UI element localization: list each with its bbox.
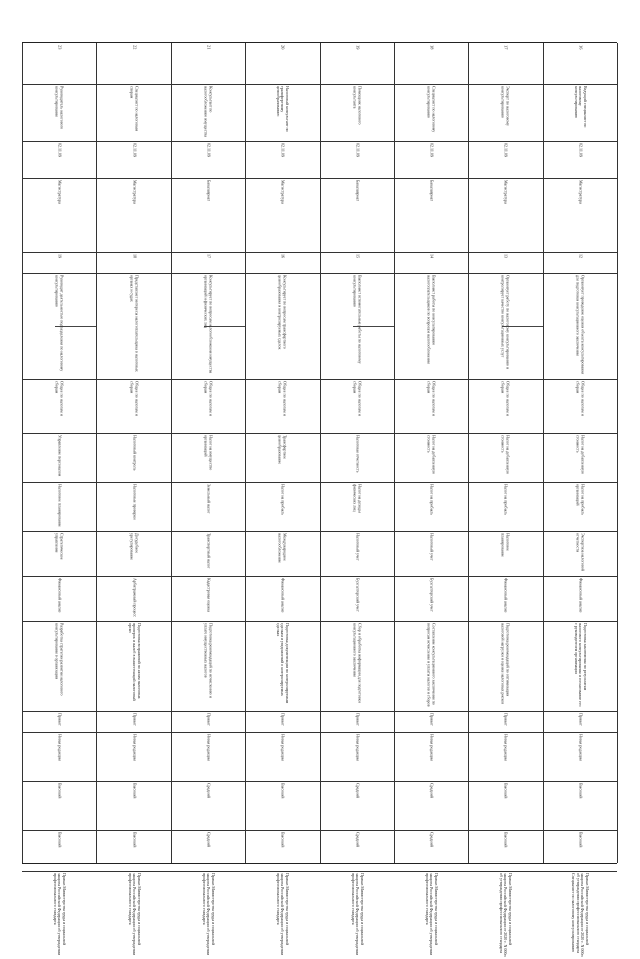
table-cell-c8 bbox=[322, 484, 392, 529]
table-cell-c9 bbox=[24, 533, 94, 574]
cell-text: Выполняет работы по консультированию налогоплательщиков по вопросам налогообложения bbox=[427, 274, 437, 364]
table-cell-c11 bbox=[24, 623, 94, 709]
table-cell-code bbox=[173, 143, 243, 176]
cell-text: Приказ Министерства труда и социальной защиты Российской Федерации об утверждении профессионального стандарта bbox=[424, 873, 439, 956]
table-cell-nid bbox=[173, 254, 243, 271]
cell-text: Ведущий специалист по налоговому консультированию bbox=[573, 86, 588, 128]
cell-text: 02.11.09 bbox=[206, 143, 212, 158]
cell-text: Досудебное урегулирование bbox=[129, 532, 140, 560]
cell-text: Трансфертное ценообразование bbox=[278, 434, 288, 464]
table-cell-c9 bbox=[247, 533, 317, 574]
table-cell-c14 bbox=[396, 783, 466, 828]
cell-text: 02.11.09 bbox=[57, 143, 63, 158]
table-cell-level bbox=[247, 180, 317, 250]
table-cell-nid bbox=[396, 254, 466, 271]
cell-text: Общее по налогам и сборам bbox=[352, 381, 363, 416]
table-cell-c12 bbox=[24, 713, 94, 730]
table-cell-c10 bbox=[470, 578, 540, 619]
row-separator bbox=[394, 43, 395, 863]
table-cell-level bbox=[396, 180, 466, 250]
cell-text: Принят bbox=[354, 713, 360, 727]
table-cell-c15 bbox=[470, 832, 540, 869]
table-cell-c15 bbox=[545, 832, 615, 869]
table-cell-c13 bbox=[173, 734, 243, 779]
table-cell-c13 bbox=[247, 734, 317, 779]
cell-text: Налог на прибыль bbox=[503, 483, 509, 515]
cell-text: Консультирует по вопросам трансфертного ценообразования и контролируемых сделок bbox=[278, 274, 288, 350]
table-cell-c11 bbox=[322, 623, 392, 709]
cell-text: Бакалавриат bbox=[429, 180, 435, 202]
table-cell-c15 bbox=[24, 832, 94, 869]
cell-text: Налог на прибыль организаций bbox=[575, 483, 586, 515]
table-cell-c10 bbox=[24, 578, 94, 619]
cell-text: Налоговое планирование bbox=[57, 483, 63, 527]
cell-text: Экспертиза налоговой отчетности bbox=[575, 532, 586, 571]
cell-text: Финансовый анализ bbox=[503, 578, 509, 613]
table-cell-name bbox=[322, 86, 392, 139]
table-cell-c10 bbox=[322, 578, 392, 619]
table-cell-c6 bbox=[173, 381, 243, 430]
table-cell-c12 bbox=[247, 713, 317, 730]
table-cell-code bbox=[396, 143, 466, 176]
table-cell-c12 bbox=[173, 713, 243, 730]
cell-text: Составление консультационного заключения по вопросам исчисления и уплаты налогов и сборов bbox=[427, 623, 437, 707]
cell-text: 18 bbox=[429, 45, 435, 50]
cell-text: Принят bbox=[578, 713, 584, 727]
cell-text: Высокий bbox=[503, 783, 509, 799]
table-cell-c15 bbox=[396, 832, 466, 869]
table-cell-c7 bbox=[247, 435, 317, 480]
cell-text: 02.11.09 bbox=[354, 143, 360, 158]
table-cell-num bbox=[98, 45, 168, 82]
table-cell-num bbox=[173, 45, 243, 82]
table-cell-nid bbox=[247, 254, 317, 271]
cell-text: 17 bbox=[206, 254, 212, 259]
table-cell-c8 bbox=[98, 484, 168, 529]
table-cell-c13 bbox=[98, 734, 168, 779]
cell-text: Магистратура bbox=[578, 180, 584, 205]
cell-subdivision bbox=[502, 326, 543, 327]
cell-text: 19 bbox=[57, 254, 63, 259]
table-cell-c11 bbox=[545, 623, 615, 709]
table-cell-num bbox=[470, 45, 540, 82]
cell-text: Эксперт по налоговому консультированию bbox=[501, 86, 512, 126]
table-cell-c13 bbox=[322, 734, 392, 779]
table-cell-c10 bbox=[396, 578, 466, 619]
cell-text: Новая редакция bbox=[429, 733, 435, 761]
row-separator bbox=[245, 43, 246, 863]
cell-text: 18 bbox=[131, 254, 137, 259]
table-cell-c7 bbox=[24, 435, 94, 480]
cell-text: Сбор и обработка информации для подготовки консультационного заключения bbox=[352, 623, 363, 703]
cell-text: Магистратура bbox=[503, 180, 509, 205]
table-cell-num bbox=[24, 45, 94, 82]
cell-text: Приказ Министерства труда и социальной защиты Российской Федерации об утверждении профессионального стандарта bbox=[127, 873, 142, 956]
table-cell-c11 bbox=[470, 623, 540, 709]
cell-text: Транспортный налог bbox=[206, 532, 212, 569]
cell-text: Магистратура bbox=[280, 180, 286, 205]
cell-text: 16 bbox=[280, 254, 286, 259]
table-cell-nid bbox=[98, 254, 168, 271]
cell-text: Кадастровая оценка bbox=[206, 578, 212, 612]
table-cell-c16 bbox=[247, 873, 317, 959]
cell-text: Бакалавриат bbox=[206, 180, 212, 202]
table-cell-c16 bbox=[322, 873, 392, 959]
table-cell-c6 bbox=[396, 381, 466, 430]
cell-text: Общее по налогам и сборам bbox=[427, 381, 437, 416]
row-separator bbox=[543, 43, 544, 863]
cell-text: Общее по налогам и сборам bbox=[129, 381, 140, 416]
document-page bbox=[22, 42, 617, 957]
cell-text: Подготовка заключения по результатам налогового консультирования и согласование его с руководителем организации bbox=[573, 623, 588, 707]
table-cell-c7 bbox=[470, 435, 540, 480]
table-cell-c9 bbox=[173, 533, 243, 574]
cell-text: Налоговый учет bbox=[354, 532, 360, 561]
cell-text: Финансовый анализ bbox=[578, 578, 584, 613]
cell-text: Принят bbox=[57, 713, 63, 727]
cell-text: Приказ Министерства труда и социальной защиты Российской Федерации об утверждении профессионального стандарта bbox=[201, 873, 216, 956]
cell-text: 22 bbox=[131, 45, 137, 50]
table-cell-c9 bbox=[470, 533, 540, 574]
cell-text: Налоговый консультант по трансфертному ценообразованию bbox=[276, 86, 291, 132]
cell-text: Финансовый анализ bbox=[280, 578, 286, 613]
table-cell-c10 bbox=[173, 578, 243, 619]
cell-text: Управление персоналом bbox=[57, 434, 63, 476]
cell-text: 12 bbox=[578, 254, 584, 259]
cell-text: Общее по налогам и сборам bbox=[575, 381, 586, 416]
table-cell-c15 bbox=[98, 832, 168, 869]
table-cell-c11 bbox=[173, 623, 243, 709]
table-cell-c7 bbox=[98, 435, 168, 480]
cell-text: Подготовка рекомендаций по оптимизации налоговой нагрузки и оценке налоговых рисков bbox=[501, 623, 512, 705]
table-cell-code bbox=[247, 143, 317, 176]
table-cell-code bbox=[98, 143, 168, 176]
cell-text: Высокий bbox=[131, 783, 137, 799]
row-separator bbox=[468, 43, 469, 863]
cell-text: Общее по налогам и сборам bbox=[501, 381, 512, 416]
table-cell-c13 bbox=[396, 734, 466, 779]
cell-text: 19 bbox=[354, 45, 360, 50]
table-cell-c12 bbox=[545, 713, 615, 730]
cell-text: Высокий bbox=[57, 832, 63, 848]
table-cell-c8 bbox=[24, 484, 94, 529]
cell-text: Бухгалтерский учет bbox=[429, 578, 435, 612]
table-cell-c8 bbox=[247, 484, 317, 529]
cell-text: Разработка стратегии развития налогового консультирования в организации bbox=[55, 623, 65, 696]
cell-text: Международное налогообложение bbox=[278, 532, 288, 563]
table-cell-c16 bbox=[396, 873, 466, 959]
cell-text: Финансовый анализ bbox=[57, 578, 63, 613]
cell-text: Руководит деятельностью подразделения по налоговому консультированию bbox=[55, 274, 65, 371]
table-cell-c12 bbox=[322, 713, 392, 730]
cell-text: Приказ Министерства труда и социальной защиты Российской Федерации об утверждении профессионального стандарта bbox=[276, 873, 291, 956]
cell-text: Налог на имущество организаций bbox=[203, 434, 214, 470]
cell-text: Средний bbox=[206, 783, 212, 798]
cell-text: Налог на доходы физических лиц bbox=[352, 483, 363, 513]
table-cell-c7 bbox=[322, 435, 392, 480]
cell-text: Средний bbox=[206, 832, 212, 848]
table-cell-num bbox=[247, 45, 317, 82]
cell-text: Принят bbox=[429, 713, 435, 727]
cell-text: Новая редакция bbox=[503, 733, 509, 761]
table-cell-desc bbox=[98, 275, 168, 378]
cell-text: Средний bbox=[354, 783, 360, 798]
cell-text: 20 bbox=[280, 45, 286, 50]
table-cell-c16 bbox=[545, 873, 615, 959]
table-cell-c6 bbox=[322, 381, 392, 430]
table-cell-c15 bbox=[173, 832, 243, 869]
cell-text: Налоговый контроль bbox=[131, 434, 137, 470]
table-cell-c10 bbox=[545, 578, 615, 619]
cell-text: Подготовка рекомендаций по исчислению и уплате имущественных налогов bbox=[203, 623, 214, 698]
table-cell-c14 bbox=[247, 783, 317, 828]
row-separator bbox=[96, 43, 97, 863]
table-cell-c15 bbox=[322, 832, 392, 869]
table-cell-c14 bbox=[470, 783, 540, 828]
cell-subdivision bbox=[353, 326, 394, 327]
cell-text: 02.11.09 bbox=[503, 143, 509, 158]
cell-text: Налоговое планирование bbox=[501, 532, 512, 557]
table-cell-c8 bbox=[470, 484, 540, 529]
table-cell-c14 bbox=[545, 783, 615, 828]
cell-text: Выполняет вспомогательные работы по налоговому консультированию bbox=[352, 274, 363, 364]
cell-text: Высокий bbox=[280, 783, 286, 799]
cell-text: Новая редакция bbox=[578, 733, 584, 761]
table-cell-code bbox=[24, 143, 94, 176]
cell-text: Магистратура bbox=[131, 180, 137, 205]
row-separator bbox=[171, 43, 172, 863]
cell-text: Приказ Министерства труда и социальной защиты Российской Федерации об утверждении профессионального стандарта bbox=[350, 873, 365, 956]
table-cell-code bbox=[545, 143, 615, 176]
cell-text: Высокий bbox=[131, 832, 137, 848]
cell-text: Принят bbox=[280, 713, 286, 727]
cell-text: Высокий bbox=[280, 832, 286, 848]
table-cell-c7 bbox=[545, 435, 615, 480]
cell-text: Налог на прибыль bbox=[429, 483, 435, 515]
cell-text: Общее по налогам и сборам bbox=[203, 381, 214, 416]
table-cell-c13 bbox=[24, 734, 94, 779]
table-cell-code bbox=[322, 143, 392, 176]
cell-text: Магистратура bbox=[57, 180, 63, 205]
cell-text: 21 bbox=[206, 45, 212, 50]
row-separator bbox=[22, 43, 23, 863]
table-cell-c12 bbox=[470, 713, 540, 730]
cell-text: 23 bbox=[57, 45, 63, 50]
cell-text: Арбитражный процесс bbox=[131, 578, 137, 618]
cell-text: 02.11.09 bbox=[578, 143, 584, 158]
cell-text: Приказ Министерства труда и социальной защиты Российской Федерации об утверждении профессионального стандарта bbox=[52, 873, 68, 956]
table-cell-c6 bbox=[545, 381, 615, 430]
table-cell-level bbox=[24, 180, 94, 250]
cell-text: Принят bbox=[131, 713, 137, 727]
cell-text: Налоговые проверки bbox=[131, 483, 137, 520]
cell-text: Высокий bbox=[57, 783, 63, 799]
table-cell-name bbox=[396, 86, 466, 139]
cell-text: 02.11.09 bbox=[131, 143, 137, 158]
table-cell-name bbox=[470, 86, 540, 139]
cell-text: Приказ Министерства труда и социальной защиты Российской Федерации от 2020 г. N 000н об утверждении профессионального стандарта bbox=[499, 873, 514, 957]
table-cell-name bbox=[24, 86, 94, 139]
cell-text: Налог на добавленную стоимость bbox=[501, 434, 512, 474]
table-cell-c11 bbox=[98, 623, 168, 709]
table-cell-name bbox=[545, 86, 615, 139]
table-cell-c7 bbox=[173, 435, 243, 480]
cell-text: 02.11.09 bbox=[280, 143, 286, 158]
cell-text: Налог на добавленную стоимость bbox=[427, 434, 437, 474]
cell-text: 16 bbox=[578, 45, 584, 50]
table-cell-desc bbox=[247, 275, 317, 378]
cell-text: Принят bbox=[503, 713, 509, 727]
cell-text: Средний bbox=[429, 832, 435, 848]
cell-text: Организует проведение оценки объекта консультирования для подготовки консультационного заключения bbox=[575, 274, 586, 374]
cell-subdivision bbox=[204, 326, 245, 327]
cell-text: Специалист по налоговому консультированию bbox=[427, 86, 437, 133]
table-cell-c14 bbox=[173, 783, 243, 828]
table-cell-nid bbox=[24, 254, 94, 271]
cell-text: Консультант по налогообложению имущества bbox=[203, 86, 214, 137]
table-cell-desc bbox=[396, 275, 466, 378]
cell-text: Налоговый учет bbox=[429, 532, 435, 561]
table-cell-c9 bbox=[545, 533, 615, 574]
cell-text: Общее по налогам и сборам bbox=[55, 381, 65, 416]
table-cell-level bbox=[545, 180, 615, 250]
cell-text: 14 bbox=[429, 254, 435, 259]
table-cell-c8 bbox=[173, 484, 243, 529]
cell-text: 17 bbox=[503, 45, 509, 50]
cell-text: Представляет интересы налогоплательщика в налоговых органах и судах bbox=[129, 274, 140, 372]
cell-text: Новая редакция bbox=[57, 733, 63, 761]
table-cell-c13 bbox=[545, 734, 615, 779]
table-cell-c9 bbox=[98, 533, 168, 574]
cell-text: 13 bbox=[503, 254, 509, 259]
table-cell-c16 bbox=[24, 873, 94, 959]
table-cell-c15 bbox=[247, 832, 317, 869]
cell-text: Помощник налогового консультанта bbox=[352, 86, 363, 125]
table-cell-c11 bbox=[247, 623, 317, 709]
column-rule bbox=[22, 871, 617, 872]
cell-text: Высокий bbox=[503, 832, 509, 848]
cell-text: Средний bbox=[354, 832, 360, 848]
table-cell-c16 bbox=[98, 873, 168, 959]
table-cell-c6 bbox=[247, 381, 317, 430]
table-cell-c6 bbox=[24, 381, 94, 430]
table-cell-code bbox=[470, 143, 540, 176]
cell-text: Высокий bbox=[578, 832, 584, 848]
table-cell-nid bbox=[545, 254, 615, 271]
table-cell-c14 bbox=[322, 783, 392, 828]
cell-text: Налоговая отчетность bbox=[354, 434, 360, 473]
row-separator bbox=[320, 43, 321, 863]
cell-text: Руководитель налогового консультирования bbox=[55, 86, 65, 130]
cell-text: Приказ Министерства труда и социальной защиты Российской Федерации от 2020 г. N 000н об утверждении профессионального стандарта Специалист по налоговому консультированию bbox=[571, 873, 590, 957]
table-cell-nid bbox=[322, 254, 392, 271]
table-cell-c11 bbox=[396, 623, 466, 709]
cell-text: Налог на прибыль bbox=[280, 483, 286, 515]
table-cell-c16 bbox=[173, 873, 243, 959]
cell-text: Общее по налогам и сборам bbox=[278, 381, 288, 416]
row-separator bbox=[617, 43, 618, 863]
table-cell-c8 bbox=[396, 484, 466, 529]
table-cell-c9 bbox=[396, 533, 466, 574]
cell-text: Специалист по налоговым спорам bbox=[129, 86, 140, 132]
table-cell-c6 bbox=[98, 381, 168, 430]
cell-text: Новая редакция bbox=[354, 733, 360, 761]
cell-text: Высокий bbox=[578, 783, 584, 799]
table-cell-c7 bbox=[396, 435, 466, 480]
cell-text: Новая редакция bbox=[206, 733, 212, 761]
table-cell-c16 bbox=[470, 873, 540, 959]
table-cell-c14 bbox=[24, 783, 94, 828]
table-cell-c10 bbox=[247, 578, 317, 619]
table-cell-name bbox=[247, 86, 317, 139]
table-cell-desc bbox=[545, 275, 615, 378]
cell-text: Консультирует по вопросам налогообложения имущества организаций и физических лиц bbox=[203, 274, 214, 373]
cell-text: Бакалавриат bbox=[354, 180, 360, 202]
cell-text: Земельный налог bbox=[206, 483, 212, 514]
cell-text: Новая редакция bbox=[131, 733, 137, 761]
cell-text: Средний bbox=[429, 783, 435, 798]
cell-text: 02.11.09 bbox=[429, 143, 435, 158]
table-cell-level bbox=[173, 180, 243, 250]
cell-text: Стратегическое управление bbox=[55, 532, 65, 560]
table-cell-nid bbox=[470, 254, 540, 271]
table-cell-c13 bbox=[470, 734, 540, 779]
cell-text: Подготовка возражений по актам налоговых проверок и жалоб в вышестоящий налоговый орган bbox=[127, 623, 142, 701]
table-cell-level bbox=[470, 180, 540, 250]
table-cell-c12 bbox=[396, 713, 466, 730]
table-cell-c9 bbox=[322, 533, 392, 574]
cell-text: 15 bbox=[354, 254, 360, 259]
cell-subdivision bbox=[55, 326, 96, 327]
cell-text: Налог на добавленную стоимость bbox=[575, 434, 586, 474]
table-cell-level bbox=[98, 180, 168, 250]
cell-text: Новая редакция bbox=[280, 733, 286, 761]
cell-text: Бухгалтерский учет bbox=[354, 578, 360, 612]
table-cell-c14 bbox=[98, 783, 168, 828]
cell-text: Принят bbox=[206, 713, 212, 727]
table-cell-c8 bbox=[545, 484, 615, 529]
cell-text: Подготовка документации по контролируемым сделкам и уведомлений о контролируемых сделках bbox=[276, 623, 291, 704]
table-cell-name bbox=[173, 86, 243, 139]
table-cell-name bbox=[98, 86, 168, 139]
cell-text: Организует работу по налоговому консультированию и контролирует качество консультационных услуг bbox=[501, 274, 512, 369]
table-cell-num bbox=[545, 45, 615, 82]
table-cell-c10 bbox=[98, 578, 168, 619]
table-cell-c12 bbox=[98, 713, 168, 730]
table-cell-num bbox=[322, 45, 392, 82]
table-cell-level bbox=[322, 180, 392, 250]
table-cell-num bbox=[396, 45, 466, 82]
table-cell-c6 bbox=[470, 381, 540, 430]
